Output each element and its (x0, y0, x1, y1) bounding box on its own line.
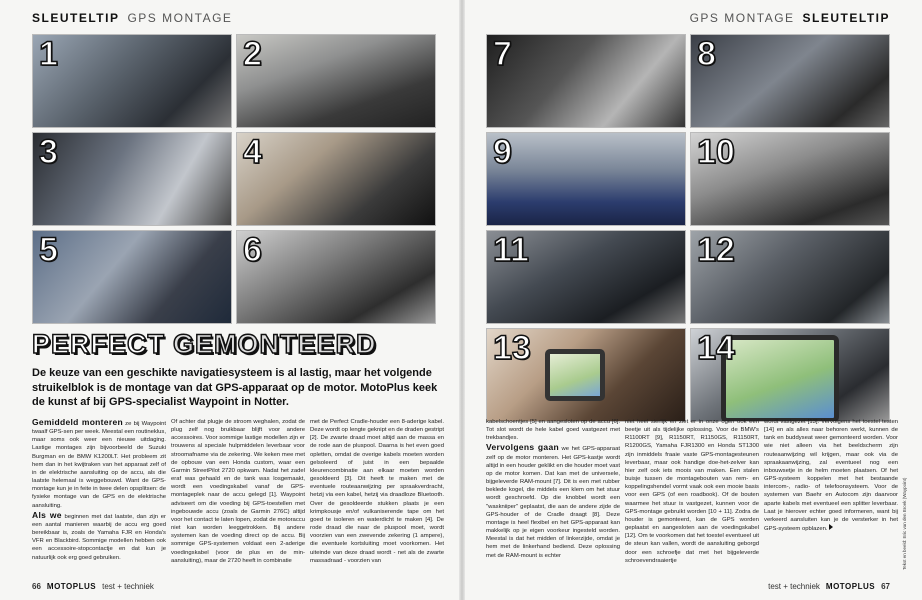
step-photo (690, 34, 890, 128)
header-left (32, 8, 232, 28)
headline-word: PERFECT (32, 329, 166, 359)
step-photo (236, 132, 436, 226)
text-column (310, 418, 444, 578)
gps-device-image (545, 349, 605, 401)
step-number: 2 (243, 35, 262, 73)
headline-word: GEMONTEERD (173, 329, 377, 359)
paragraph-text: niet heel sierlijk en ziet er in onze ogen ook een beetje uit als tijdelijke oplossing. Voor de BMW's R1100RT [9], R1150RT, R1150GS, R1150RT, R1200GS, Yamaha FJR1300 en Honda ST1300 zijn inmiddels fraaie vaste GPS-montagesteunen leverbaar, maar ook handige doe-het-zelver kan hier zelf ook iets moois van maken. Een stalen buisje tussen de montagebouten van rem- en koppelingshendel vormt vaak ook een mooie basis voor een GPS (of een roadbook). Of de bouten waarmee het stuur is vastgezet, kunnen voor de GPS-montage gebruikt worden [10 + 11]. Zodra de houder is gemonteerd, kan de GPS worden geplaatst en aangesloten aan de voedingskabel [12]. Om te voorkomen dat het toestel eventueel uit de steun kan vallen, wordt de aansluiting geborgd door een schroefje dat met het bijgeleverde schroevendraaiertje (625, 419, 759, 564)
paragraph-lead: Vervolgens gaan (486, 442, 559, 453)
header-right (690, 8, 890, 28)
paragraph-text: kabelschoentjes [5] en aangesloten op de accu [6]. Tot slot wordt de hele kabel goed vastgezet met trekbandjes. (486, 419, 620, 442)
photo-credit: Tekst en beeld: Eric van den Broek (Waypoint) (902, 477, 907, 570)
section-name: test + techniek (768, 582, 820, 591)
step-photo (486, 328, 686, 422)
page-number: 66 (32, 582, 41, 591)
topic-label: GPS MONTAGE (127, 11, 233, 25)
step-photo (32, 230, 232, 324)
step-number: 9 (493, 133, 512, 171)
section-name: test + techniek (102, 582, 154, 591)
text-column (764, 418, 898, 578)
photo-grid-left (32, 34, 436, 324)
step-number: 14 (697, 329, 735, 367)
text-column (486, 418, 620, 578)
gps-device-image (721, 335, 839, 422)
step-photo (486, 132, 686, 226)
step-photo (236, 230, 436, 324)
text-column (625, 418, 759, 578)
text-column (32, 418, 166, 578)
paragraph-text: we het GPS-apparaat zelf op de motor monteren. Het GPS-kastje wordt altijd in een houder geklikt en die houder moet vast op de motor komen. Dat kan met de universele, bijgeleverde RAM-mount [7]. Dit is een met rubber beklede kogel, die middels een klem om het stuur wordt geschroefd. Op die knobbel wordt een "waskniiper" geplaatst, die aan de andere zijde de GPS-houder of de Cradle draagt [8]. Deze montage is heel flexibel en het GPS-apparaat kan makkelijk op je eigen voorkeur ingesteld worden. Meestal is dat het midden of linkerzijde, omdat je hem met de linkerhand bediend. Deze oplossing met de RAM-mount is echter (486, 446, 620, 559)
step-photo (236, 34, 436, 128)
paragraph-text: wordt vastgezet [13]. Vervolgens het toestel testen [14] en als alles naar behoren werkt, kunnen de tank en buddyseat weer gemonteerd worden. Voor wie niet alleen via het beeldscherm zijn routeaanwijzing wil krijgen, maar ook via de spraakaanwijzing, zal eventueel nog een inbouwsetje in de helm moeten plaatsen. Of het GPS-systeem koppelen met het bestaande intercom-, radio- of telefoonsysteem. Voor de systemen van Baehr en Autocom zijn daarvoor aparte kabels met eventueel een splitter leverbaar. Laat je hierover echter goed informeren, want bij verkeerd aansluiten kan je de versterker in het GPS-systeem opblazen. (764, 419, 898, 533)
step-number: 10 (697, 133, 735, 171)
footer-right (768, 582, 890, 591)
step-photo (690, 328, 890, 422)
step-photo (486, 34, 686, 128)
end-of-article-icon (829, 524, 833, 530)
step-number: 3 (39, 133, 58, 171)
text-column (171, 418, 305, 578)
step-photo (690, 230, 890, 324)
topic-label: GPS MONTAGE (689, 11, 795, 25)
step-number: 7 (493, 35, 512, 73)
paragraph-lead: Als we (32, 509, 62, 520)
paragraph-lead: Gemiddeld monteren (32, 418, 123, 427)
step-number: 8 (697, 35, 716, 73)
photo-grid-right (486, 34, 890, 422)
page-gutter (459, 0, 465, 600)
step-number: 11 (493, 231, 529, 269)
paragraph-text: Of achter dat plugje de stroom weghalen, zodat de plug zelf nog bruikbaar blijft voor andere accessoires. Voor sommige lastige modellen zijn er trouwens al speciale hulpmiddelen leverbaar voor stroomafname via de zekering. We keken mee met de opbouw van een Honda custom, waar een Garmin StreetPilot 2720 opkwam. Nadat het zadel eraf was gehaald en de tank was losgemaakt, wordt een voedingskabel vanaf de GPS-montageplek naar de accu gelegd [1]. Waypoint adviseert om die voeding bij GPS-toestellen met ingebouwde accu (zoals de Garmin 276C) altijd voor het contact te laten lopen, zodat de motoraccu niet kan worden leeggetrokken. Bij andere systemen kan de voeding direct op de accu. Bij sommige GPS-systemen voldaat een 2-aderige voedingskabel (voor de plus en de min-aansluiting), maar de 2720 heeft in combinatie (171, 419, 305, 564)
step-number: 4 (243, 133, 262, 171)
step-photo (690, 132, 890, 226)
paragraph-text: beginnen met dat laatste, dan zijn er een aantal manieren waarbij de accu erg goed bereikbaar is, zoals de Yamaha FJR en Honda's VFR en Blackbird. Sommige modellen hebben ook een accessoire-stopcontactje en dat kun je natuurlijk ook erg goed gebruiken. (32, 513, 166, 561)
footer-left (32, 582, 154, 591)
step-photo (32, 34, 232, 128)
step-number: 12 (697, 231, 735, 269)
step-photo (32, 132, 232, 226)
paragraph-text: met de Perfect Cradle-houder een 8-aderige kabel. Deze wordt op lengte geknipt en de draden gestript [2]. De zwarte draad moet altijd aan de massa en de rode aan de pluspool. Daarna is het even goed opletten, omdat de overige kabels moeten worden gelsoleerd of juist in een bepaalde kleurencombinatie aan elkaar moeten worden gesoldeerd [3]. Dit heeft te maken met de eventuele routeaanwijzing per spraakverdracht, hetzij via een kabel, hetzij via draadloze Bluetooth. Over de gesoldeerde stukken plaats je een krimpkousje en/of vulkaniserende tape om het goed te isoleren en waterdicht te maken [4]. De rode draad die naar de pluspool moet, wordt voorzien van een zwevende zekering (1 ampere), die eventuele kortsluiting moet voorkomen. Het uiteinde van deze draad wordt - net als de zwarte massadraad - voorzien van (310, 419, 444, 564)
step-number: 13 (493, 329, 531, 367)
step-number: 5 (39, 231, 58, 269)
page-number: 67 (881, 582, 890, 591)
magazine-name: MOTOPLUS (46, 582, 97, 591)
paragraph-text: ze bij Waypoint twaalf GPS-sen per week. Meestal een routineklus, maar soms ook weer een nieuwe uitdaging. Lastige montages zijn bijvoorbeeld de Suzuki Burgman en de BMW K1200LT. Het probleem zit hem dan in het kwijtraken van het apparaat zelf of in de elektrische aansluiting op de accu, als die laatste helemaal is weggebouwd. Want de GPS-montage kun je in feite in twee delen opsplitsen: de fysieke montage van de GPS en de elektrische aansluiting. (32, 421, 166, 509)
article-headline (32, 331, 377, 358)
step-photo (486, 230, 686, 324)
section-label: SLEUTELTIP (802, 11, 890, 25)
article-intro: De keuze van een geschikte navigatiesysteem is al lastig, maar het volgende struikelblok is de montage van dat GPS-apparaat op de motor. MotoPlus keek de kunst af bij GPS-specialist Waypoint in Notter. (32, 367, 438, 408)
magazine-name: MOTOPLUS (825, 582, 876, 591)
section-label: SLEUTELTIP (32, 11, 120, 25)
step-number: 1 (39, 35, 58, 73)
step-number: 6 (243, 231, 262, 269)
